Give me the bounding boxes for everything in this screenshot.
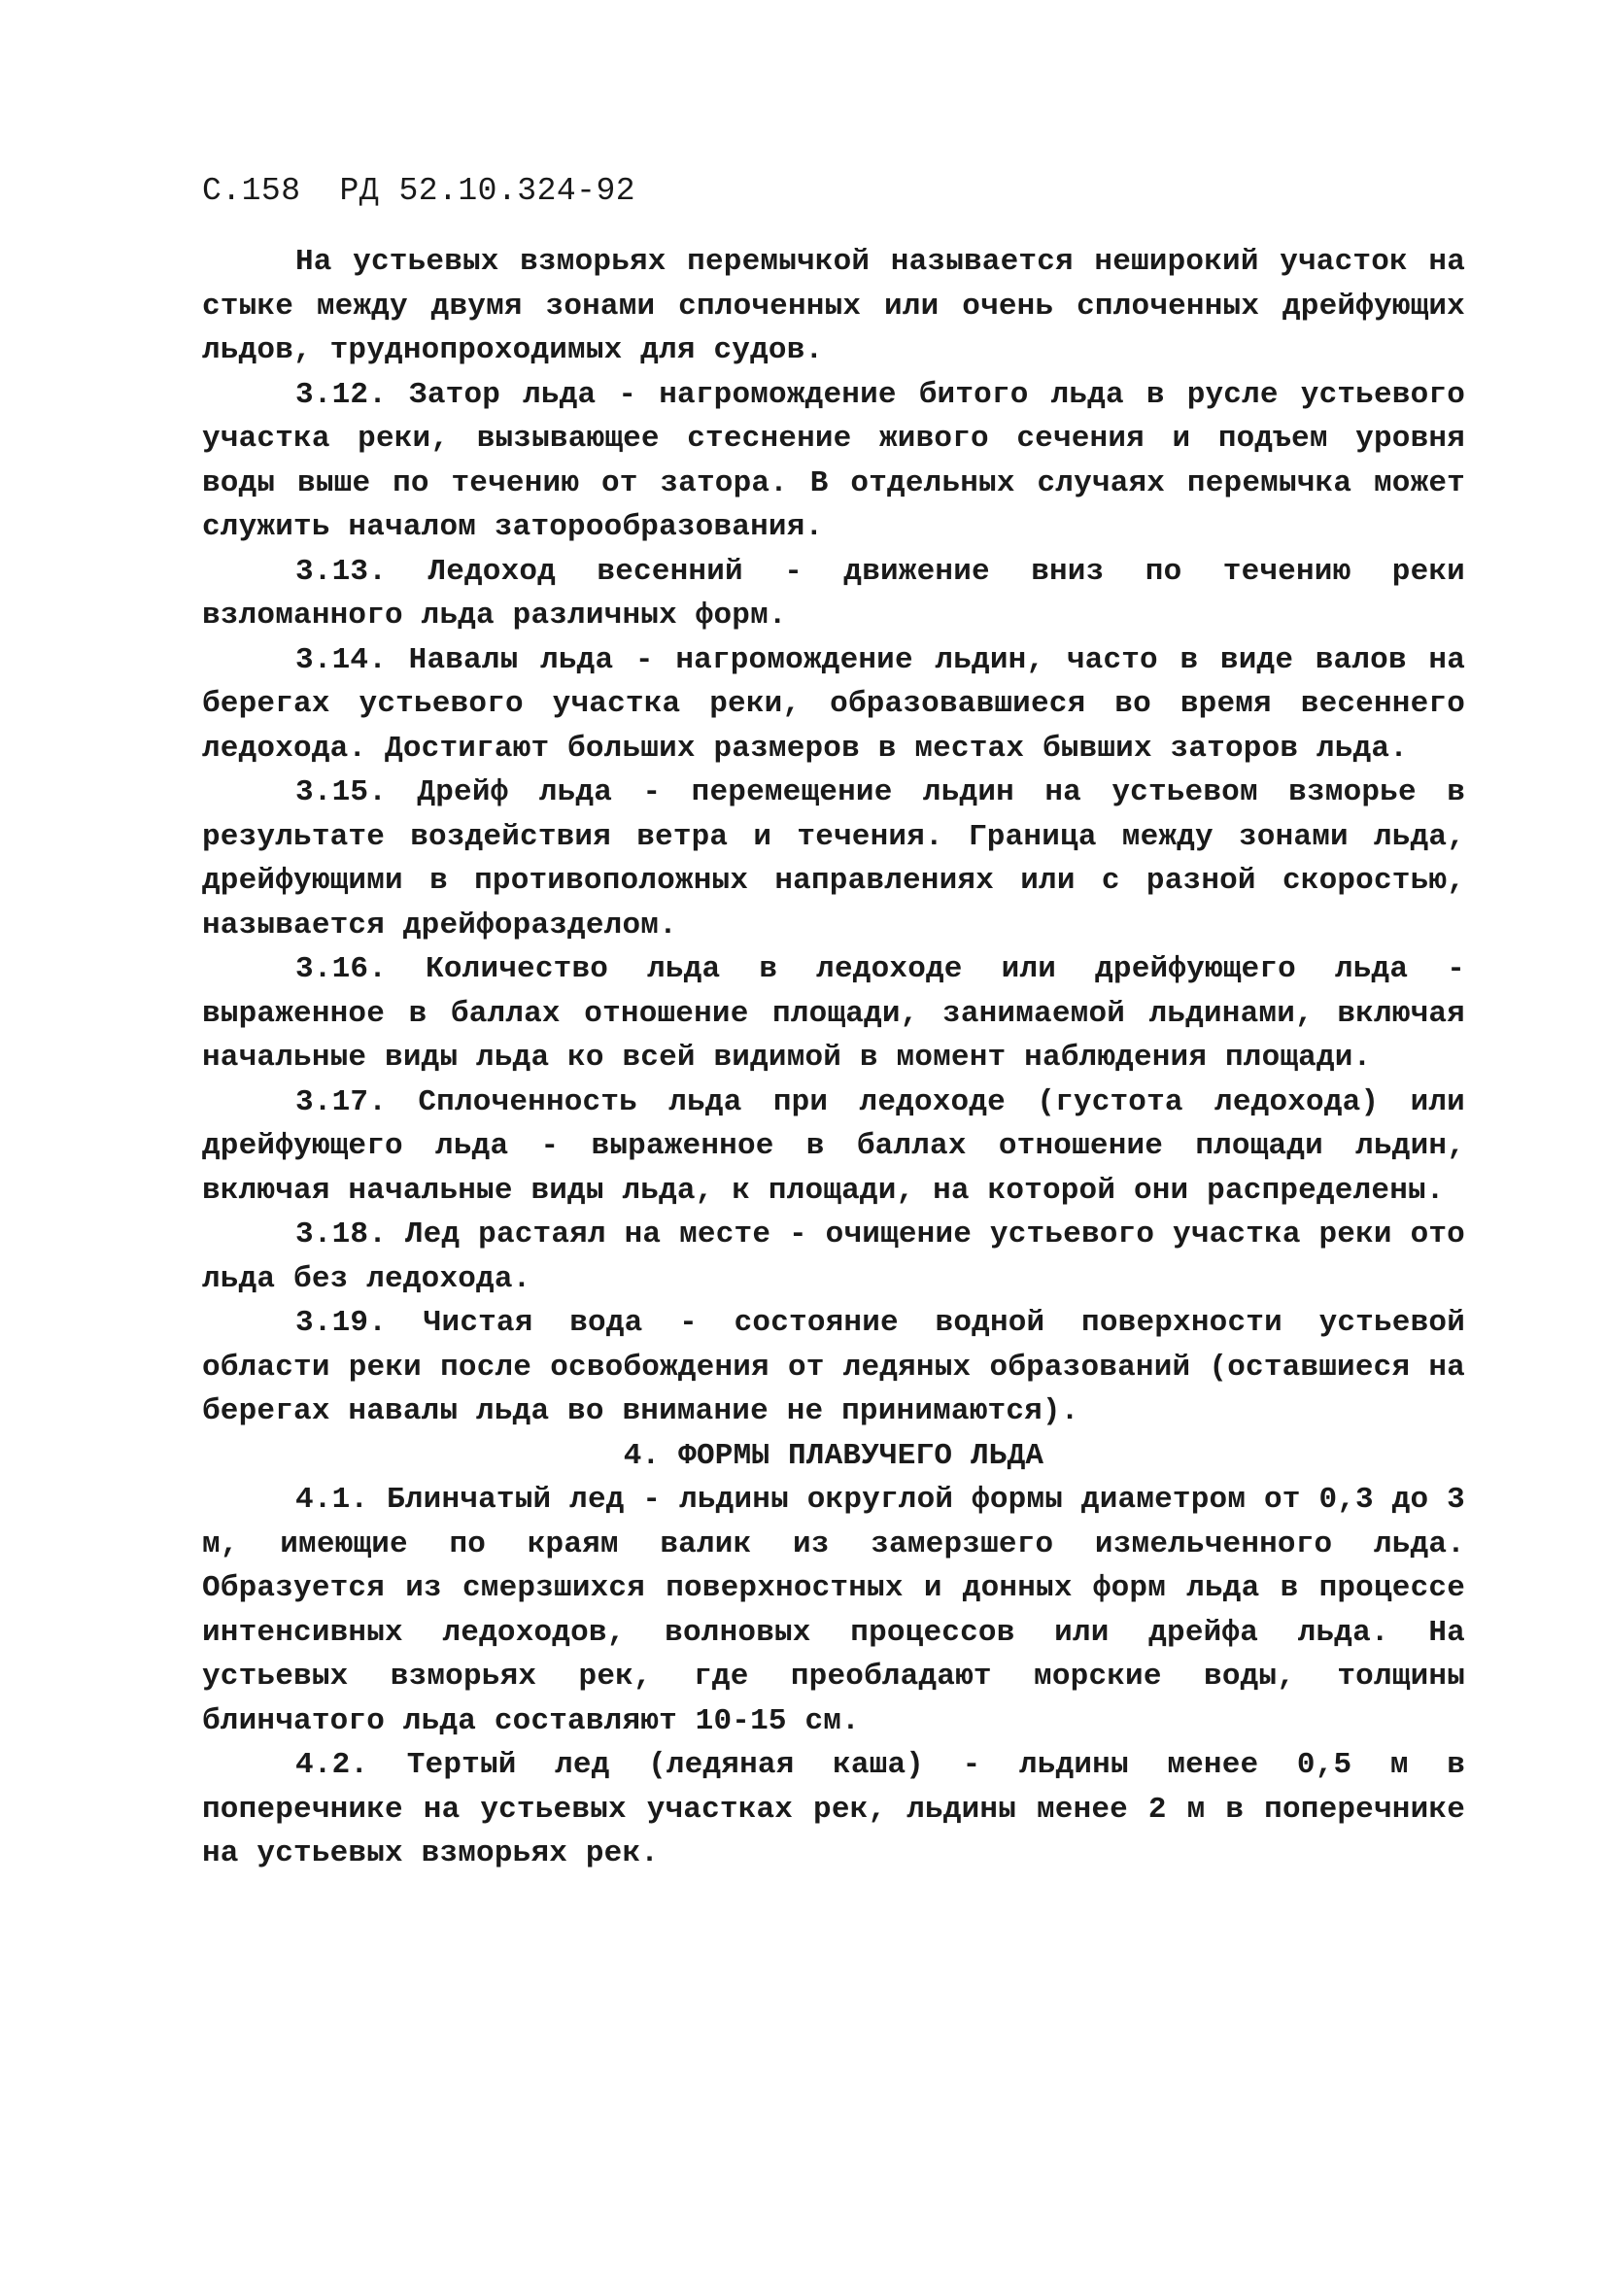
paragraph-3-15: 3.15. Дрейф льда - перемещение льдин на устьевом взморье в результате воздействия ветра и течения. Граница между зонами льда, дрейфующими в противоположных направлениях или с разной скоростью, называется дрейфоразделом. xyxy=(202,775,1465,942)
page-number: С.158 xyxy=(202,173,301,209)
paragraph-3-19: 3.19. Чистая вода - состояние водной поверхности устьевой области реки после освобождения от ледяных образований (оставшиеся на берегах навалы льда во внимание не принимаются). xyxy=(202,1306,1465,1428)
document-body xyxy=(202,240,1465,1876)
paragraph-3-14: 3.14. Навалы льда - нагромождение льдин, часто в виде валов на берегах устьевого участка реки, образовавшиеся во время весеннего ледохода. Достигают больших размеров в местах бывших заторов льда. xyxy=(202,642,1465,766)
paragraph-3-16: 3.16. Количество льда в ледоходе или дрейфующего льда - выраженное в баллах отношение площади, занимаемой льдинами, включая начальные виды льда ко всей видимой в момент наблюдения площади. xyxy=(202,952,1465,1075)
paragraph-4-2: 4.2. Тертый лед (ледяная каша) - льдины менее 0,5 м в поперечнике на устьевых участках рек, льдины менее 2 м в поперечнике на устьевых взморьях рек. xyxy=(202,1748,1465,1870)
page-header xyxy=(202,173,635,209)
paragraph-3-18: 3.18. Лед растаял на месте - очищение устьевого участка реки ото льда без ледохода. xyxy=(202,1217,1465,1296)
document-code: РД 52.10.324-92 xyxy=(339,173,636,209)
paragraph-3-17: 3.17. Сплоченность льда при ледоходе (густота ледохода) или дрейфующего льда - выраженное в баллах отношение площади льдин, включая начальные виды льда, к площади, на которой они распределены. xyxy=(202,1084,1465,1208)
paragraph-3-12: 3.12. Затор льда - нагромождение битого льда в русле устьевого участка реки, вызывающее стеснение живого сечения и подъем уровня воды выше по течению от затора. В отдельных случаях перемычка может служить началом заторообразования. xyxy=(202,377,1465,544)
section-4-title: 4. ФОРМЫ ПЛАВУЧЕГО ЛЬДА xyxy=(623,1438,1044,1473)
paragraph-isthmus-definition: На устьевых взморьях перемычкой называется неширокий участок на стыке между двумя зонами сплоченных или очень сплоченных дрейфующих льдов, труднопроходимых для судов. xyxy=(202,245,1465,367)
paragraph-4-1: 4.1. Блинчатый лед - льдины округлой формы диаметром от 0,3 до 3 м, имеющие по краям валик из замерзшего измельченного льда. Образуется из смерзшихся поверхностных и донных форм льда в процессе интенсивных ледоходов, волновых процессов или дрейфа льда. На устьевых взморьях рек, где преобладают морские воды, толщины блинчатого льда составляют 10-15 см. xyxy=(202,1483,1465,1738)
paragraph-3-13: 3.13. Ледоход весенний - движение вниз по течению реки взломанного льда различных форм. xyxy=(202,554,1465,633)
